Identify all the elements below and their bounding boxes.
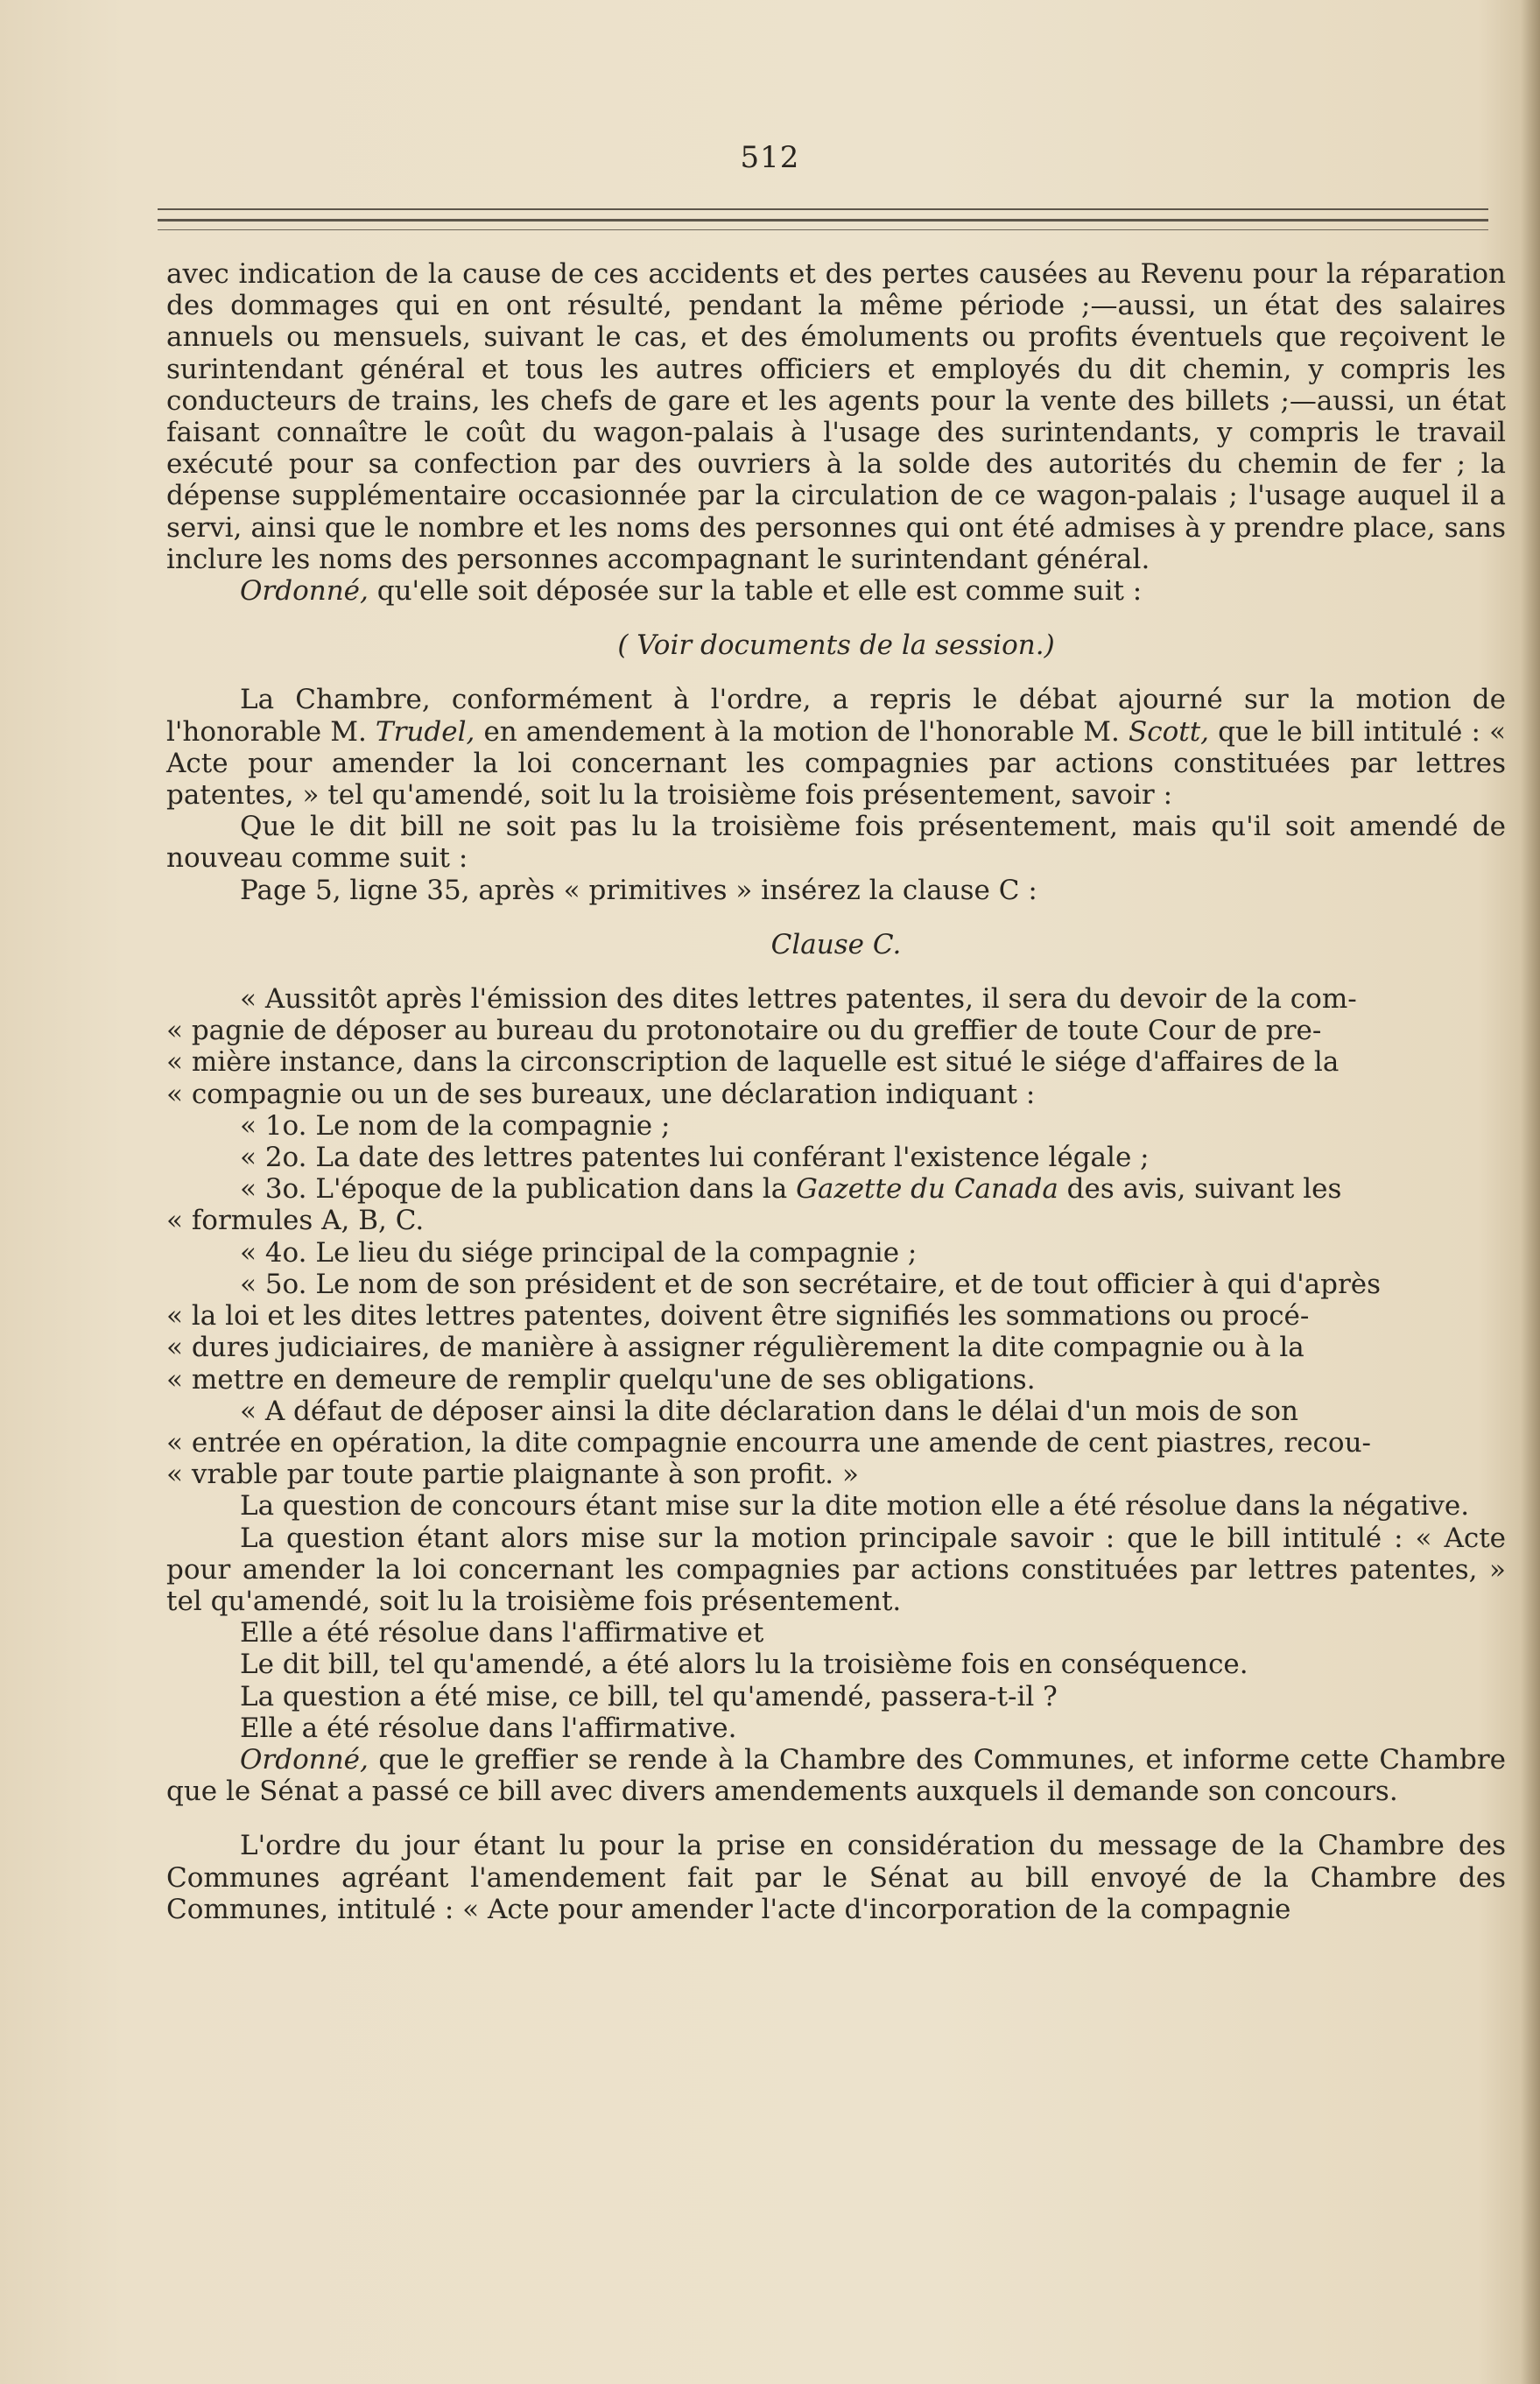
name-trudel: Trudel, — [375, 715, 475, 748]
quote-line: « 4o. Le lieu du siége principal de la compagnie ; — [240, 1236, 918, 1269]
ordered-clerk-rest: que le greffier se rende à la Chambre des Communes, et informe cette Chambre que le Sénat a passé ce bill avec divers amendements auxquels il demande son concours. — [166, 1743, 1506, 1808]
quote-line: « mettre en demeure de remplir quelqu'une de ses obligations. — [166, 1363, 1036, 1396]
quote-line: « la loi et les dites lettres patentes, doivent être signifiés les sommations ou procé- — [166, 1300, 1310, 1333]
debate-text-b: en amendement à la motion de l'honorable M. — [475, 715, 1129, 748]
header-rule-bottom — [158, 229, 1488, 230]
quote-line: « 2o. La date des lettres patentes lui conférant l'existence légale ; — [240, 1142, 1150, 1174]
debate-text-a: La Chambre, conformément à l'ordre, a repris le débat ajourné sur la motion de l'honorable M. — [166, 684, 1506, 748]
quote-line: « mière instance, dans la circonscription de laquelle est situé le siége d'affaires de la — [166, 1046, 1340, 1079]
paragraph-ordered-clerk — [166, 1744, 1506, 1807]
quote-line: « vrable par toute partie plaignante à son profit. » — [166, 1459, 859, 1491]
quote-line: « A défaut de déposer ainsi la dite déclaration dans le délai d'un mois de son — [240, 1395, 1298, 1427]
paragraph-third-reading: Le dit bill, tel qu'amendé, a été alors lu la troisième fois en conséquence. — [240, 1649, 1248, 1681]
debate-text-c: que le bill intitulé : « Acte pour amender la loi concernant les compagnies par actions constituées par lettres patentes, » tel qu'amendé, soit lu la troisième fois présentement, savoir : — [166, 715, 1506, 812]
paragraph-ordered-tabled — [166, 575, 1506, 607]
see-session-documents-text: ( Voir documents de la session.) — [617, 629, 1055, 662]
ordonne-italic: Ordonné, — [240, 575, 369, 608]
paragraph-concurrence-negative: La question de concours étant mise sur la dite motion elle a été résolue dans la négative. — [240, 1490, 1470, 1523]
paragraph-order-of-day: L'ordre du jour étant lu pour la prise en considération du message de la Chambre des Communes agréant l'amendement fait par le Sénat au bill envoyé de la Chambre des Communes, intitulé : « Acte pour amender l'acte d'incorporation de la compagnie — [166, 1830, 1506, 1925]
paragraph-question-pass: La question a été mise, ce bill, tel qu'amendé, passera-t-il ? — [240, 1680, 1058, 1712]
quote-line: « compagnie ou un de ses bureaux, une déclaration indiquant : — [166, 1078, 1036, 1110]
see-session-documents — [166, 629, 1506, 661]
gazette-title: Gazette du Canada — [796, 1173, 1058, 1206]
paragraph-main-motion: La question étant alors mise sur la motion principale savoir : que le bill intitulé : « Acte pour amender la loi concernant les compagnies par actions constituées par lettres patentes, » tel qu'amendé, soit lu la troisième fois présentement. — [166, 1522, 1506, 1617]
clause-heading — [166, 929, 1506, 960]
quote-line: « formules A, B, C. — [166, 1205, 425, 1237]
paragraph-affirmative: Elle a été résolue dans l'affirmative et — [240, 1617, 764, 1649]
name-scott: Scott, — [1128, 715, 1210, 748]
quote-line: « pagnie de déposer au bureau du protonotaire ou du greffier de toute Cour de pre- — [166, 1015, 1322, 1047]
paragraph-return-details: avec indication de la cause de ces accidents et des pertes causées au Revenu pour la réparation des dommages qui en ont résulté, pendant la même période ;—aussi, un état des salaires annuels ou mensuels, suivant le cas, et des émoluments ou profits éventuels que reçoivent le surintendant général et tous les autres officiers et employés du dit chemin, y compris les conducteurs de trains, les chefs de gare et les agents pour la vente des billets ;—aussi, un état faisant connaître le coût du wagon-palais à l'usage des surintendants, y compris le travail exécuté pour sa confection par des ouvriers à la solde des autorités du chemin de fer ; la dépense supplémentaire occasionnée par la circulation de ce wagon-palais ; l'usage auquel il a servi, ainsi que le nombre et les noms des personnes qui ont été admises à y prendre place, sans inclure les noms des personnes accompagnant le surintendant général. — [166, 258, 1506, 575]
header-rule-top — [158, 208, 1488, 210]
paragraph-amendment: Que le dit bill ne soit pas lu la troisième fois présentement, mais qu'il soit amendé de nouveau comme suit : — [166, 811, 1506, 875]
quote-line: « dures judiciaires, de manière à assigner régulièrement la dite compagnie ou à la — [166, 1332, 1304, 1364]
quote-line — [166, 1173, 1506, 1205]
page-number: 512 — [740, 140, 800, 175]
quote-line: « entrée en opération, la dite compagnie encourra une amende de cent piastres, recou- — [166, 1426, 1372, 1459]
body-text — [166, 258, 1506, 1925]
page-edge-shadow — [1521, 0, 1540, 2384]
clause-heading-text: Clause C. — [770, 928, 902, 960]
header-rule-middle — [158, 219, 1488, 222]
ordered-tabled-rest: qu'elle soit déposée sur la table et elle est comme suit : — [368, 575, 1143, 608]
quote-line: « Aussitôt après l'émission des dites lettres patentes, il sera du devoir de la com- — [240, 983, 1357, 1016]
paragraph-debate-resumed — [166, 684, 1506, 811]
quote-text-b: des avis, suivant les — [1058, 1173, 1342, 1206]
quote-line: « 1o. Le nom de la compagnie ; — [240, 1109, 671, 1142]
ordonne-italic-2: Ordonné, — [240, 1743, 369, 1776]
paragraph-page-line: Page 5, ligne 35, après « primitives » insérez la clause C : — [240, 874, 1037, 906]
quote-line: « 5o. Le nom de son président et de son secrétaire, et de tout officier à qui d'après — [240, 1268, 1382, 1300]
paragraph-affirmative-2: Elle a été résolue dans l'affirmative. — [240, 1712, 737, 1744]
quote-text-a: « 3o. L'époque de la publication dans la — [240, 1173, 797, 1206]
